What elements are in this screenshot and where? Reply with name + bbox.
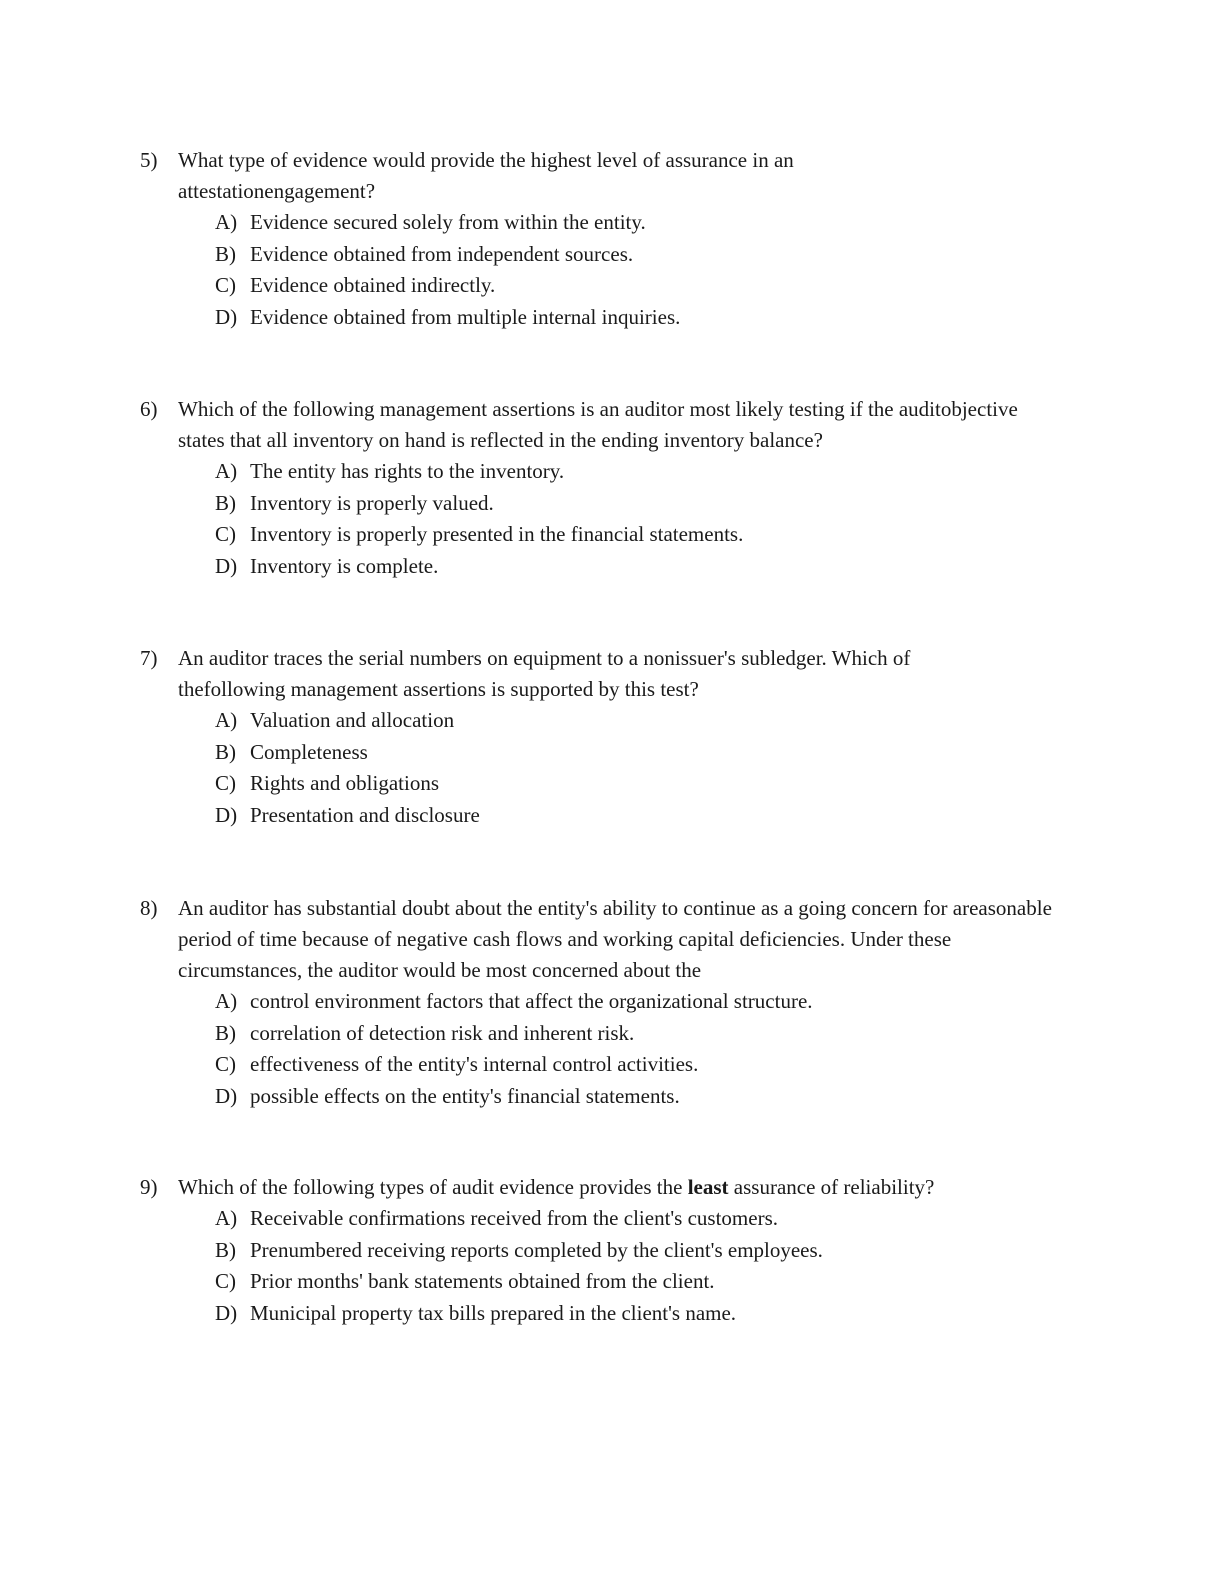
choice-letter: A) (215, 459, 238, 483)
answer-choices (140, 1203, 1040, 1329)
question-8 (140, 893, 1052, 1112)
choice-letter: B) (215, 241, 236, 266)
choice-letter: D) (215, 802, 238, 827)
answer-choice[interactable] (140, 1049, 1040, 1081)
question-text-start: Which of the following types of audit evidence provides the (178, 1175, 688, 1199)
choice-letter: C) (215, 522, 236, 546)
answer-choices (140, 705, 1040, 831)
choice-text: Rights and obligations (250, 771, 439, 795)
answer-choice[interactable] (140, 239, 1040, 271)
choice-letter: A) (215, 210, 238, 234)
answer-choice[interactable] (140, 705, 1040, 737)
question-stem (140, 145, 898, 207)
question-6 (140, 394, 1040, 582)
choice-text: Receivable confirmations received from the client's customers. (250, 1206, 779, 1230)
choice-letter: B) (215, 490, 236, 515)
choice-text: Evidence obtained from multiple internal inquiries. (250, 304, 681, 329)
choice-text: Inventory is properly valued. (250, 490, 494, 515)
choice-letter: B) (215, 1237, 236, 1262)
choice-letter: C) (215, 771, 236, 795)
answer-choice[interactable] (140, 1266, 1040, 1298)
question-stem (140, 394, 1038, 456)
answer-choice[interactable] (140, 737, 1040, 769)
choice-letter: C) (215, 1052, 236, 1076)
answer-choice[interactable] (140, 207, 1040, 239)
answer-choices (140, 207, 1040, 333)
choice-text: Prior months' bank statements obtained from the client. (250, 1269, 715, 1293)
choice-letter: D) (215, 1083, 238, 1108)
question-text: Which of the following management assertions is an auditor most likely testing if the auditobjective states that all inventory on hand is reflected in the ending inventory balance? (178, 397, 1018, 452)
question-text: An auditor traces the serial numbers on equipment to a nonissuer's subledger. Which of thefollowing management assertions is supported by this test? (178, 646, 911, 701)
answer-choice[interactable] (140, 800, 1040, 832)
answer-choice[interactable] (140, 768, 1040, 800)
choice-letter: D) (215, 1300, 238, 1325)
question-number: 6) (140, 397, 158, 421)
question-7 (140, 643, 1040, 831)
question-text (178, 1172, 1073, 1203)
choice-text: Valuation and allocation (250, 708, 455, 732)
choice-letter: A) (215, 1206, 238, 1230)
answer-choice[interactable] (140, 456, 1040, 488)
question-text-end: assurance of reliability? (728, 1175, 935, 1199)
question-5 (140, 145, 1040, 333)
choice-text: possible effects on the entity's financial statements. (250, 1083, 680, 1108)
choice-text: Municipal property tax bills prepared in the client's name. (250, 1300, 737, 1325)
answer-choice[interactable] (140, 1235, 1040, 1267)
answer-choice[interactable] (140, 1081, 1040, 1113)
question-number: 5) (140, 148, 158, 172)
answer-choices (140, 986, 1040, 1112)
choice-text: Inventory is complete. (250, 553, 439, 578)
answer-choice[interactable] (140, 302, 1040, 334)
answer-choice[interactable] (140, 519, 1040, 551)
question-stem (140, 1172, 1073, 1203)
choice-letter: C) (215, 1269, 236, 1293)
choice-text: control environment factors that affect the organizational structure. (250, 989, 813, 1013)
answer-choice[interactable] (140, 1298, 1040, 1330)
answer-choice[interactable] (140, 1018, 1040, 1050)
choice-letter: A) (215, 989, 238, 1013)
choice-text: Prenumbered receiving reports completed by the client's employees. (250, 1237, 823, 1262)
answer-choice[interactable] (140, 986, 1040, 1018)
choice-text: Completeness (250, 739, 368, 764)
question-number: 9) (140, 1175, 158, 1199)
question-stem (140, 643, 1008, 705)
question-number: 7) (140, 646, 158, 670)
choice-text: Evidence obtained indirectly. (250, 273, 496, 297)
choice-text: Presentation and disclosure (250, 802, 480, 827)
choice-text: correlation of detection risk and inherent risk. (250, 1020, 635, 1045)
choice-letter: B) (215, 739, 236, 764)
answer-choice[interactable] (140, 1203, 1040, 1235)
choice-letter: C) (215, 273, 236, 297)
choice-letter: D) (215, 304, 238, 329)
choice-letter: A) (215, 708, 238, 732)
emphasis-word: least (687, 1175, 729, 1199)
question-9 (140, 1172, 1040, 1329)
choice-text: Inventory is properly presented in the financial statements. (250, 522, 744, 546)
choice-text: Evidence obtained from independent sources. (250, 241, 634, 266)
choice-text: effectiveness of the entity's internal control activities. (250, 1052, 699, 1076)
choice-text: The entity has rights to the inventory. (250, 459, 565, 483)
choice-letter: D) (215, 553, 238, 578)
answer-choices (140, 456, 1040, 582)
answer-choice[interactable] (140, 551, 1040, 583)
question-text: An auditor has substantial doubt about the entity's ability to continue as a going concern for areasonable period of time because of negative cash flows and working capital deficiencies. Under these circumstances, the auditor would be most concerned about the (178, 896, 1052, 982)
question-number: 8) (140, 896, 158, 920)
choice-text: Evidence secured solely from within the entity. (250, 210, 646, 234)
choice-letter: B) (215, 1020, 236, 1045)
answer-choice[interactable] (140, 488, 1040, 520)
question-stem (140, 893, 1073, 986)
answer-choice[interactable] (140, 270, 1040, 302)
question-text: What type of evidence would provide the highest level of assurance in an attestationengagement? (178, 148, 794, 203)
